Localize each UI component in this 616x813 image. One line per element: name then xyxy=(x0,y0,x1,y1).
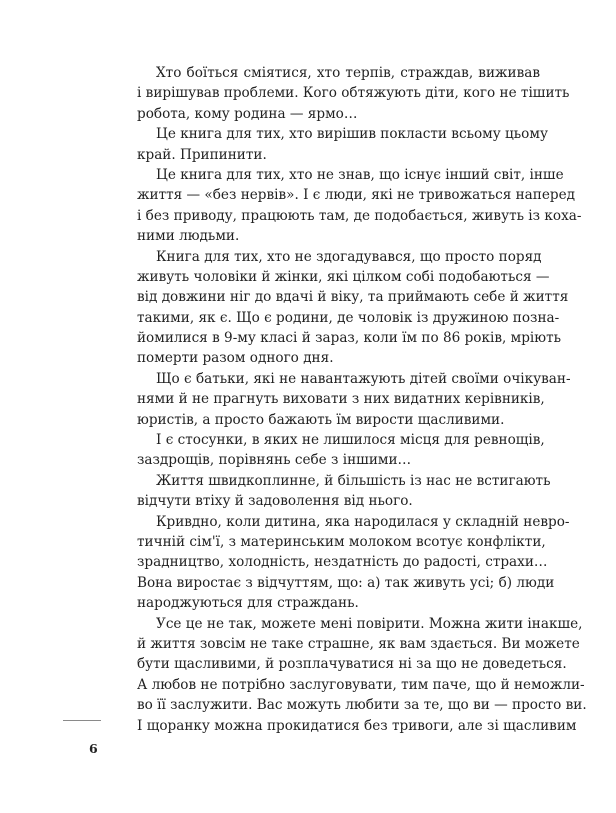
text-line: Хто боїться сміятися, хто терпів, страждав, виживав xyxy=(156,65,540,81)
text-line: Книга для тих, хто не здогадувався, що просто поряд xyxy=(156,248,542,265)
paragraph xyxy=(137,124,548,165)
text-line: такими, як є. Що є родини, де чоловік із дружиною позна- xyxy=(137,309,560,326)
text-line: Вона виростає з відчуттям, що: а) так живуть усі; б) люди xyxy=(137,574,555,591)
paragraph xyxy=(137,430,545,471)
text-line: відчути втіху й задоволення від нього. xyxy=(137,493,413,510)
text-line: во її заслужити. Вас можуть любити за те, що ви — просто ви. xyxy=(137,697,587,714)
text-line: бути щасливими, й розплачуватися ні за що не доведеться. xyxy=(137,656,567,673)
paragraph xyxy=(137,369,571,430)
text-line: край. Припинити. xyxy=(137,146,267,163)
text-line: Життя швидкоплинне, й більшість із нас не встигають xyxy=(156,472,551,489)
text-line: заздрощів, порівнянь себе з іншими… xyxy=(137,452,412,469)
paragraph xyxy=(137,165,582,247)
text-line: Це книга для тих, хто вирішив покласти всьому цьому xyxy=(156,126,548,143)
page-number: 6 xyxy=(89,741,98,756)
text-line: народжуються для страждань. xyxy=(137,595,359,612)
text-line: Це книга для тих, хто не знав, що існує інший світ, інше xyxy=(156,166,564,183)
paragraph xyxy=(137,63,570,124)
paragraph xyxy=(137,247,569,369)
text-line: тичній сім'ї, з материнським молоком всотує конфлікти, xyxy=(137,533,546,550)
text-line: померти разом одного дня. xyxy=(137,350,334,367)
text-line: юристів, а просто бажають їм вирости щасливими. xyxy=(137,411,505,428)
text-line: і вирішував проблеми. Кого обтяжують діти, кого не тішить xyxy=(137,85,570,102)
footer-rule xyxy=(63,720,101,721)
text-line: живуть чоловіки й жінки, які цілком собі подобаються — xyxy=(137,268,550,285)
text-line: нями й не прагнуть виховати з них видатних керівників, xyxy=(137,391,545,408)
paragraph xyxy=(137,471,551,512)
text-line: Що є батьки, які не навантажують дітей своїми очікуван- xyxy=(156,370,571,387)
text-line: від довжини ніг до вдачі й віку, та приймають себе й життя xyxy=(137,289,569,306)
text-line: робота, кому родина — ярмо… xyxy=(137,105,358,122)
body-text xyxy=(137,63,587,736)
text-line: І щоранку можна прокидатися без тривоги, але зі щасливим xyxy=(137,717,577,734)
text-line: Усе це не так, можете мені повірити. Можна жити інакше, xyxy=(156,615,583,632)
text-line: йомилися в 9-му класі й зараз, коли їм по 86 років, мріють xyxy=(137,330,562,347)
text-line: життя — «без нервів». І є люди, які не тривожаться наперед xyxy=(137,187,576,204)
text-line: А любов не потрібно заслуговувати, тим паче, що й неможли- xyxy=(137,676,585,693)
text-line: Кривдно, коли дитина, яка народилася у складній невро- xyxy=(156,513,570,530)
text-line: зрадництво, холодність, нездатність до радості, страхи… xyxy=(137,554,548,571)
text-line: і без приводу, працюють там, де подобається, живуть із коха- xyxy=(137,207,582,224)
paragraph xyxy=(137,512,570,614)
text-line: І є стосунки, в яких не лишилося місця для ревнощів, xyxy=(156,432,545,449)
text-line: ними людьми. xyxy=(137,228,240,245)
text-line: й життя зовсім не таке страшне, як вам здається. Ви можете xyxy=(137,635,580,652)
paragraph xyxy=(137,614,587,736)
